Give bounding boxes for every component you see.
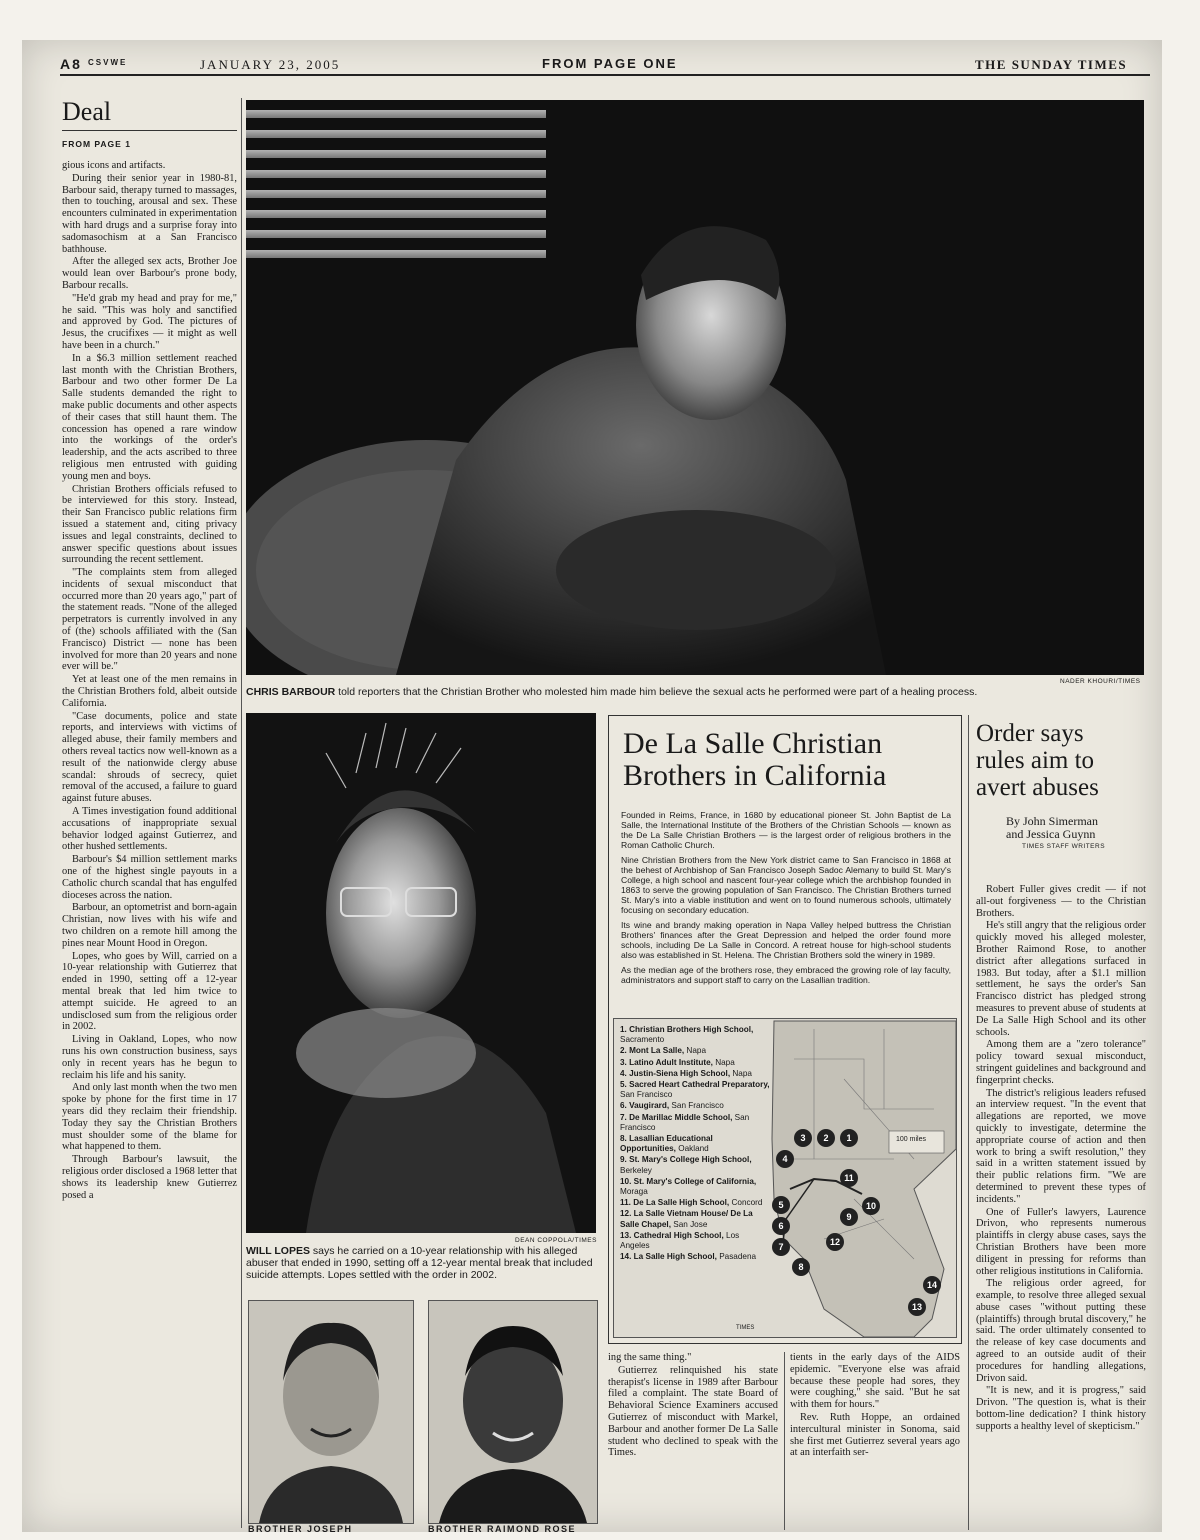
edition-code: CSVWE [88, 58, 128, 67]
order-headline-line: rules aim to [976, 747, 1095, 774]
photo-credit-top: NADER KHOURI/TIMES [1060, 678, 1141, 685]
story-paragraph: tients in the early days of the AIDS epidemic. "Everyone else was afraid because these people had sores, they were coughing," she said. "But he sat with them for hours." [790, 1352, 960, 1411]
deal-headline: Deal [62, 98, 237, 131]
sidebar-paragraph: As the median age of the brothers rose, they embraced the growing role of lay faculty, administrators and support staff to carry on the Lasallian tradition. [621, 965, 951, 985]
paper-name: THE SUNDAY TIMES [975, 57, 1128, 72]
photo-credit-mid: DEAN COPPOLA/TIMES [515, 1237, 597, 1244]
story-paragraph: And only last month when the two men spoke by phone for the first time in 17 years did they reclaim their friendship. Today they say the Christian Brothers must shoulder some of the blame for what happened to them. [62, 1082, 237, 1153]
location-item: 5. Sacred Heart Cathedral Preparatory, San Francisco [620, 1080, 770, 1100]
map-pin-8: 8 [792, 1258, 810, 1276]
map-pin-9: 9 [840, 1208, 858, 1226]
sidebar-title-line-1: De La Salle Christian [623, 727, 883, 760]
story-paragraph: Through Barbour's lawsuit, the religious order disclosed a 1968 letter that shows its leadership knew Gutierrez posed a [62, 1154, 237, 1201]
location-item: 11. De La Salle High School, Concord [620, 1198, 763, 1208]
photo-caption-top [246, 686, 1126, 698]
sidebar-title [623, 728, 953, 792]
lopes-photo-illustration [246, 713, 596, 1233]
map-pin-10: 10 [862, 1197, 880, 1215]
page-header [60, 56, 1150, 76]
jump-line: FROM PAGE 1 [62, 139, 131, 149]
story-paragraph: Christian Brothers officials refused to be interviewed for this story. Instead, their San Francisco public relations firm issued a statement and, citing privacy issues and legal constraints, declined to answer specific questions about issues surrounding the recent settlement. [62, 483, 237, 566]
barbour-photo [246, 100, 1144, 675]
column-divider [241, 98, 242, 1528]
school-location-list [620, 1025, 770, 1263]
story-paragraph: A Times investigation found additional accusations of inappropriate sexual behavior lodged against Gutierrez, and other hushed settlements. [62, 806, 237, 853]
caption-name: WILL LOPES [246, 1245, 310, 1257]
continuation-column-a [608, 1352, 778, 1530]
location-item: 13. Cathedral High School, Los Angeles [620, 1230, 740, 1251]
story-paragraph: ing the same thing." [608, 1352, 692, 1363]
story-paragraph: "He'd grab my head and pray for me," he said. "This was holy and sanctified and approved by God. The pictures of Jesus, the crucifixes — it might as well have been in a church." [62, 292, 237, 351]
story-paragraph: One of Fuller's lawyers, Laurence Drivon, who represents numerous plaintiffs in clergy abuse cases, says the Christian Brothers have been more diligent in pressing for reforms than other religious institutions in California. [976, 1206, 1146, 1277]
byline-block [976, 815, 1146, 850]
portrait-illustration [429, 1301, 597, 1523]
sidebar-box [608, 715, 962, 1344]
map-pin-3: 3 [794, 1129, 812, 1147]
order-headline-line: avert abuses [976, 774, 1099, 801]
column-divider [968, 715, 969, 1530]
story-paragraph: Rev. Ruth Hoppe, an ordained intercultural minister in Sonoma, said she first met Gutierrez several years ago at an interfaith ser- [790, 1411, 960, 1459]
story-paragraph: Barbour, an optometrist and born-again Christian, now lives with his wife and two children on a remote hill among the pines near Mount Hood in Oregon. [62, 902, 237, 949]
map-pin-4: 4 [776, 1150, 794, 1168]
order-story-head [976, 720, 1146, 850]
story-paragraph: "Case documents, police and state reports, and interviews with victims of alleged abuse, their family members and others reveal tactics now well-known as a result of the nationwide clergy abuse scandal: shrouds of secrecy, quiet removal of the accused, a failure to guard against future abuses. [62, 710, 237, 805]
map-pin-12: 12 [826, 1233, 844, 1251]
story-paragraph: Lopes, who goes by Will, carried on a 10-year relationship with Gutierrez that ended in 1990, setting off a 12-year mental break that led him twice to attempt suicide. He agreed to an undisclosed sum from the religious order in 2002. [62, 950, 237, 1033]
story-paragraph: Yet at least one of the men remains in the Christian Brothers fold, albeit outside California. [62, 674, 237, 709]
location-item: 7. De Marillac Middle School, San Francisco [620, 1112, 750, 1132]
story-paragraph: gious icons and artifacts. [62, 160, 166, 171]
story-paragraph: "It is new, and it is progress," said Drivon. "The question is, what is their bottom-line dedication? I think history supports a healthy level of skepticism." [976, 1385, 1146, 1432]
sidebar-paragraph: Nine Christian Brothers from the New York district came to San Francisco in 1868 at the behest of Archbishop of San Francisco Joseph Sadoc Alemany to build St. Mary's College, a high school and nascent four-year college which the archbishop founded in 1863 to serve the growing population of San Francisco. The Christian Brothers turned St. Mary's into a viable institution and went on to found numerous schools, ultimately focusing on secondary education. [621, 855, 951, 915]
sidebar-paragraph: Founded in Reims, France, in 1680 by educational pioneer St. John Baptist de La Salle, the International Institute of the Brothers of the Christian Schools — known as the De La Salle Christian Brothers — is the largest order of religious brothers in the Roman Catholic Church. [621, 810, 951, 850]
location-item: 12. La Salle Vietnam House/ De La Salle Chapel, San Jose [620, 1209, 753, 1229]
barbour-photo-illustration [246, 100, 1144, 675]
deal-headline-box [62, 98, 237, 149]
story-paragraph: The district's religious leaders refused an interview request. "In the event that allegations are reported, we move quickly to investigate, determine the appropriate course of action and then work to bring a swift resolution," they said in a written statement issued by their public relations firm. "We are determined to prevent these types of incidents." [976, 1087, 1146, 1205]
byline-staff: TIMES STAFF WRITERS [1022, 843, 1106, 850]
portrait-label-raimond: BROTHER RAIMOND ROSE [428, 1524, 577, 1534]
location-item: 2. Mont La Salle, Napa [620, 1046, 707, 1056]
portrait-brother-joseph [248, 1300, 414, 1524]
map-pin-6: 6 [772, 1217, 790, 1235]
story-paragraph: Gutierrez relinquished his state therapist's license in 1989 after Barbour filed a complaint. The state Board of Behavioral Science Examiners accused Gutierrez of misconduct with Markel, Barbour and another former De La Salle student who declined to speak with the Times. [608, 1364, 778, 1459]
map-pin-2: 2 [817, 1129, 835, 1147]
story-paragraph: Living in Oakland, Lopes, who now runs his own construction business, says only in recent years has he begun to reclaim his life and his sanity. [62, 1034, 237, 1081]
location-item: 14. La Salle High School, Pasadena [620, 1252, 757, 1262]
byline-author-2: and Jessica Guynn [1006, 827, 1096, 841]
map-scale-label: 100 miles [896, 1136, 926, 1143]
location-item: 3. Latino Adult Institute, Napa [620, 1057, 735, 1067]
caption-text: says he carried on a 10-year relationship with his alleged abuser that ended in 1990, setting off a 12-year mental break that included suicide attempts. Lopes settled with the order in 2002. [246, 1245, 593, 1281]
portrait-brother-raimond [428, 1300, 598, 1524]
map-credit: TIMES [736, 1325, 755, 1331]
issue-date: JANUARY 23, 2005 [200, 57, 341, 72]
map-pin-14: 14 [923, 1276, 941, 1294]
portrait-label-joseph: BROTHER JOSEPH [248, 1524, 353, 1534]
location-item: 10. St. Mary's College of California, Moraga [620, 1176, 757, 1197]
order-headline-line: Order says [976, 720, 1084, 747]
caption-text: told reporters that the Christian Brother who molested him made him believe the sexual acts he performed were part of a healing process. [335, 686, 978, 698]
story-paragraph: He's still angry that the religious order quickly moved his alleged molester, Brother Raimond Rose, to another district after allegations surfaced in 1983. But today, after a $1.1 million settlement, he says the order's San Francisco district has pledged strong measures to prevent abuse of students at De La Salle High School and its other schools. [976, 920, 1146, 1038]
story-paragraph: The religious order agreed, for example, to resolve three alleged sexual abuse cases "without putting these (plaintiffs) through brutal discovery," he said. The order ultimately consented to the release of key case documents and agreed to an outside audit of their procedures for handling allegations, Drivon said. [976, 1278, 1146, 1384]
map-pin-5: 5 [772, 1196, 790, 1214]
location-item: 4. Justin-Siena High School, Napa [620, 1068, 752, 1078]
continuation-column-b [790, 1352, 960, 1530]
portrait-illustration [249, 1301, 413, 1523]
caption-name: CHRIS BARBOUR [246, 686, 336, 698]
story-paragraph: Robert Fuller gives credit — if not all-out forgiveness — to the Christian Brothers. [976, 884, 1146, 919]
column-divider [784, 1352, 785, 1530]
story-paragraph: During their senior year in 1980-81, Barbour said, therapy turned to massages, then to touching, arousal and sex. These encounters culminated in experimentation with hard drugs and a surprise foray into sadomasochism at a San Francisco bathhouse. [62, 172, 237, 255]
map-pin-7: 7 [772, 1238, 790, 1256]
story-paragraph: After the alleged sex acts, Brother Joe would lean over Barbour's prone body, Barbour recalls. [62, 256, 237, 291]
location-item: 9. St. Mary's College High School, Berkeley [620, 1155, 752, 1175]
map-pin-13: 13 [908, 1298, 926, 1316]
sidebar-paragraph: Its wine and brandy making operation in Napa Valley helped buttress the Christian Brothers' finances after the Great Depression and helped the order found more schools, including De La Salle in Concord. A retreat house for high-school students also was established in St. Helena. The Christian Brothers sold the winery in 1989. [621, 920, 951, 960]
map-pin-1: 1 [840, 1129, 858, 1147]
location-item: 8. Lasallian Educational Opportunities, Oakland [620, 1134, 713, 1154]
page-number: A8 [60, 56, 82, 72]
story-paragraph: In a $6.3 million settlement reached last month with the Christian Brothers, Barbour and two other former De La Salle students demanded the right to make public documents and other aspects of their cases that still haunt them. The concession has opened a rare window into the workings of the order's leadership, and the acts ascribed to three religious men entrusted with guiding young men and boys. [62, 352, 237, 482]
story-paragraph: Barbour's $4 million settlement marks one of the highest single payouts in a Catholic church scandal that has engulfed dioceses across the nation. [62, 854, 237, 901]
lopes-photo [246, 713, 596, 1233]
section-label: FROM PAGE ONE [542, 56, 678, 71]
map-pin-11: 11 [840, 1169, 858, 1187]
main-story-column [62, 160, 237, 1530]
story-paragraph: "The complaints stem from alleged incidents of sexual misconduct that occurred more than 20 years ago," part of the statement reads. "None of the alleged perpetrators is currently involved in any of (the) schools affiliated with the (San Francisco) District — none has been involved for more than 20 years and none ever will be." [62, 567, 237, 673]
location-item: 1. Christian Brothers High School, Sacramento [620, 1025, 754, 1045]
sidebar-body [621, 810, 951, 990]
map-panel [613, 1018, 957, 1338]
order-story-column [976, 884, 1146, 1529]
byline-author-1: By John Simerman [1006, 814, 1098, 828]
sidebar-title-line-2: Brothers in California [623, 759, 887, 792]
photo-caption-mid [246, 1245, 598, 1281]
location-item: 6. Vaugirard, San Francisco [620, 1101, 724, 1111]
story-paragraph: Among them are a "zero tolerance" policy toward sexual misconduct, stringent guidelines and background and fingerprint checks. [976, 1039, 1146, 1086]
